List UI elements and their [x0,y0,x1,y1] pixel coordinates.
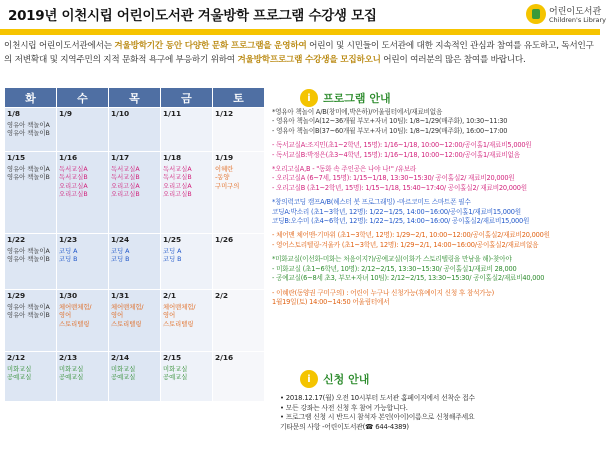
registration-line: 기타문의 사항 -어린이도서관(☎ 644-4389) [280,422,409,431]
program-line: - 이혜란(동양권 구미구의) : 어린이 누구나 신청가능(휴예이지 신청 후 참석가능) [272,288,495,297]
calendar-event: 영유아 책놀이B [7,312,50,319]
calendar-date: 1/15 [7,153,26,162]
calendar-event: 코딩 B [59,256,78,263]
calendar-event: 영유아 책놀이B [7,174,50,181]
calendar-date: 1/12 [215,109,234,118]
intro-text [4,39,596,67]
calendar-event: 독서교실B [111,174,140,181]
calendar-event: 스토리텔링 [163,320,194,328]
program-line: 코딩A:박소리 (초1~3학년, 12명): 1/22~1/25, 14:00~16:00/공이홀1/재료비15,000원 [272,207,521,216]
calendar-date: 1/30 [59,291,78,300]
calendar-day-cell [161,352,213,402]
calendar-date: 1/26 [215,235,234,244]
program-line: - 영유아 책놀이B(37~60개월 부모+자녀 10팀): 1/8~1/29(매주화), 16:00~17:00 [272,126,508,135]
program-line: - 독서교실A:조지민(초1~2학년, 15명): 1/16~1/18, 10:00~12:00/공이홀1/재료비5,000원 [272,141,532,150]
calendar-day-cell [213,108,265,152]
calendar-event: 오리고실B [163,191,192,198]
program-line: *영유아 책놀이 A/B(창미에,박은하)/어울림터에서/재료비없음 [272,108,443,116]
calendar-event: 체어맨체험/ [111,303,144,311]
calendar-event: 구미구의 [215,182,240,190]
calendar-day-cell [213,152,265,234]
program-line: - 오리고실A (6~7세, 15명): 1/15~1/18, 13:30~15:30/ 공이홀실2/ 재료비20,000원 [272,174,515,183]
book-logo-icon [526,4,546,24]
calendar-day-cell [109,108,161,152]
registration-line: • 프로그램 신청 시 반드시 참석자 본인(아이)이름으로 신청해주세요 [280,413,475,422]
calendar-day-cell [213,352,265,402]
calendar-event: 코딩 B [111,256,130,263]
calendar-date: 1/31 [111,291,130,300]
calendar-date: 2/13 [59,353,78,362]
calendar-event: 영유아 책놀이B [7,256,50,263]
calendar-event: 독서교실A [163,165,192,173]
weekday-header: 목 [109,88,161,108]
calendar-event: 영유아 책놀이A [7,121,50,129]
weekday-header: 수 [57,88,109,108]
calendar-event: 공예교실 [7,374,32,381]
calendar-day-cell [5,152,57,234]
calendar-event: 영유아 책놀이A [7,247,50,255]
registration-line: • 모든 강좌는 사전 신청 후 참여 가능합니다. [280,403,408,412]
calendar-event: 미화교실 [163,365,188,373]
calendar-date: 1/18 [163,153,182,162]
info-icon: i [300,370,318,388]
calendar-day-cell [109,152,161,234]
calendar-day-cell [57,290,109,352]
calendar-event: 영어 [163,312,176,319]
calendar-event: 코딩 A [163,247,182,255]
calendar-day-cell [5,352,57,402]
calendar-date: 1/8 [7,109,20,118]
intro-part: 어린이 및 시민들이 도서관에 대한 지속적인 관심과 참여를 유도하고, 독서인구의 저변확대 및 지역주민의 지적 문화적 욕구에 부응하기 위하여 [4,41,594,65]
calendar-event: 영유아 책놀이A [7,303,50,311]
calendar-date: 1/23 [59,235,78,244]
registration-details [280,394,598,432]
intro-highlight: 겨울방학기간 동안 다양한 [114,41,212,51]
intro-highlight: 문화 프로그램을 운영하여 [211,41,307,51]
calendar-date: 1/9 [59,109,72,118]
program-line: - 영유아 책놀이A(12~36개월 부모+자녀 10팀): 1/8~1/29(매주화), 10:30~11:30 [272,117,508,126]
info-icon: i [300,89,318,107]
calendar-event: 코딩 A [111,247,130,255]
program-line: *미화교실(이선화-미화는 처음이지?)/공예교실(이화가 스토리텔링을 만남을 해)-찾아야 [272,255,512,264]
calendar-day-cell [57,108,109,152]
program-line: - 체어맨 체어맨-기마위 (초1~3학년, 12명): 1/29~2/1, 10:00~12:00/공이홀실2/재료비20,000원 [272,231,550,240]
calendar-date: 2/12 [7,353,26,362]
program-line: 1월19일(토) 14:00~14:50 어울림터에서 [272,297,390,306]
calendar-event: 체어맨체험/ [59,303,92,311]
page-title: 2019년 이천시립 어린이도서관 겨울방학 프로그램 수강생 모집 [8,8,377,24]
logo-korean: 어린이도서관 [549,7,602,17]
program-line: - 독서교실B:박정은(초3~4학년, 15명): 1/16~1/18, 10:00~12:00/공이홀1/재료비없음 [272,150,520,159]
calendar-event: 독서교실A [59,165,88,173]
calendar-event: 미화교실 [59,365,84,373]
calendar-date: 2/15 [163,353,182,362]
program-calendar [4,87,265,402]
program-heading [300,89,391,107]
intro-part: 이천시립 어린이도서관에서는 [4,41,115,51]
program-group [272,141,598,160]
program-heading-text: 프로그램 안내 [323,92,391,105]
calendar-event: 체어맨체험/ [163,303,196,311]
calendar-day-cell [161,234,213,290]
calendar-day-cell [161,290,213,352]
calendar-event: 미화교실 [111,365,136,373]
calendar-date: 2/16 [215,353,234,362]
calendar-week-row [5,152,265,234]
program-group [272,108,598,136]
calendar-event: 영어 [59,312,72,319]
program-group [272,165,598,193]
program-line: - 오리고실B (초1~2학년, 15명): 1/15~1/18, 15:40~17:40/ 공이홀실2/ 재료비20,000원 [272,183,527,192]
program-line: - 공예교실(6~8세 초3, 부모+자녀 10팀): 2/12~2/15, 13:30~15:30/ 공이홀실2/재료비40,000 [272,274,545,283]
calendar-day-cell [5,290,57,352]
program-group [272,255,598,283]
calendar-day-cell [161,108,213,152]
calendar-event: 영어 [111,312,124,319]
calendar-week-row [5,352,265,402]
intro-highlight: 겨울방학프로그램 수강생을 모집하오니 [237,55,381,65]
calendar-event: 영유아 책놀이B [7,130,50,137]
calendar-week-row [5,290,265,352]
calendar-date: 1/29 [7,291,26,300]
calendar-date: 1/25 [163,235,182,244]
calendar-event: 공예교실 [111,374,136,381]
calendar-day-cell [5,108,57,152]
header-divider [0,29,600,35]
calendar-date: 2/14 [111,353,130,362]
calendar-event: 미화교실 [7,365,32,373]
program-group [272,198,598,226]
calendar-week-row [5,234,265,290]
calendar-event: 오리고실B [111,191,140,198]
calendar-date: 2/2 [215,291,228,300]
registration-line: • 2018.12.17(월) 오전 10시부터 도서관 홈페이지에서 선착순 접수 [280,394,475,402]
calendar-date: 1/10 [111,109,130,118]
calendar-day-cell [213,234,265,290]
calendar-event: 코딩 B [163,256,182,263]
logo-english: Children's Library [549,16,606,24]
calendar-day-cell [161,152,213,234]
calendar-date: 1/22 [7,235,26,244]
program-details [272,108,598,312]
program-group [272,231,598,250]
program-line: *오리고실A,B - "동화 속 주인공은 나야 나!" /유보라 [272,165,417,174]
calendar-event: 오리고실A [163,182,192,190]
weekday-header: 토 [213,88,265,108]
calendar-event: 독서교실B [59,174,88,181]
program-line: *창의력코딩 캠프A/B(헤스터 봇 프로그래밍) -마르코미드 스마트폰 필수 [272,198,471,207]
weekday-header: 금 [161,88,213,108]
calendar-day-cell [57,234,109,290]
calendar-event: 코딩 A [59,247,78,255]
program-group [272,289,598,308]
calendar-day-cell [109,352,161,402]
calendar-event: 스토리텔링 [59,320,90,328]
calendar-day-cell [213,290,265,352]
calendar-event: -동양 [215,174,230,181]
calendar-date: 2/1 [163,291,176,300]
calendar-event: 오리고실A [111,182,140,190]
registration-heading [300,370,369,388]
calendar-day-cell [109,234,161,290]
calendar-event: 독서교실A [111,165,140,173]
calendar-header-row [5,88,265,108]
program-line: - 미화교실 (초1~6학년, 10명): 2/12~2/15, 13:30~15:30/ 공이홀실1/재료비 28,000 [272,264,517,273]
calendar-event: 공예교실 [59,374,84,381]
library-logo [526,2,606,28]
calendar-event: 오리고실A [59,182,88,190]
calendar-body [5,108,265,402]
calendar-event: 공예교실 [163,374,188,381]
program-line: 코딩B:오수미 (초4~6학년, 12명): 1/22~1/25, 14:00~16:00/ 공이홀실2/재료비15,000원 [272,217,530,226]
calendar-day-cell [5,234,57,290]
calendar-date: 1/19 [215,153,234,162]
calendar-event: 이혜란 [215,165,234,173]
registration-heading-text: 신청 안내 [323,373,370,386]
intro-part: 어린이 여러분의 많은 참여를 바랍니다. [380,55,526,65]
calendar-day-cell [109,290,161,352]
calendar-day-cell [57,352,109,402]
calendar-date: 1/17 [111,153,130,162]
calendar-day-cell [57,152,109,234]
calendar-event: 오리고실B [59,191,88,198]
calendar-event: 영유아 책놀이A [7,165,50,173]
calendar-date: 1/24 [111,235,130,244]
calendar-event: 스토리텔링 [111,320,142,328]
calendar-event: 독서교실B [163,174,192,181]
calendar-date: 1/11 [163,109,182,118]
calendar-date: 1/16 [59,153,78,162]
program-line: - 영어스토리텔링-겨울카 (초1~3학년, 12명): 1/29~2/1, 14:00~16:00/공이홀실2/재료비없음 [272,240,539,249]
weekday-header: 화 [5,88,57,108]
calendar-week-row [5,108,265,152]
